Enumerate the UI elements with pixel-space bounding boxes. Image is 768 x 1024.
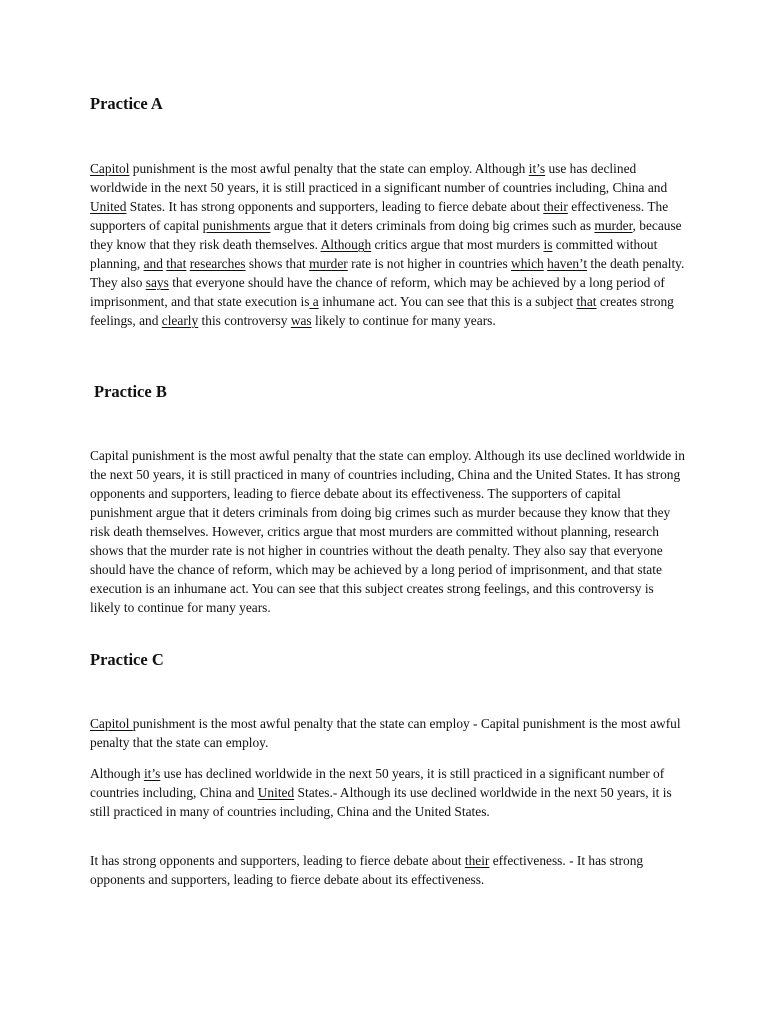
practice-c-paragraph-3 [90, 851, 686, 889]
paragraph-text: States. It has strong opponents and supporters, leading to fierce debate about [126, 199, 544, 214]
paragraph-text: argue that it deters criminals from doing big crimes such as [270, 218, 595, 233]
practice-c-heading: Practice C [90, 650, 164, 669]
underlined-error-text: clearly [161, 313, 199, 328]
paragraph-text: Although [90, 766, 144, 781]
underlined-error-text: United [90, 199, 127, 214]
underlined-error-text: a [309, 294, 319, 309]
practice-a-heading: Practice A [90, 94, 163, 113]
practice-b-paragraph: Capital punishment is the most awful penalty that the state can employ. Although its use declined worldwide in the next 50 years, it is still practiced in many of countries including, China and the United States. It has strong opponents and supporters, leading to fierce debate about its effectiveness. The supporters of capital punishment argue that it deters criminals from doing big crimes such as murder because they know that they risk death themselves. However, critics argue that most murders are committed without planning, research shows that the murder rate is not higher in countries without the death penalty. They also say that everyone should have the chance of reform, which may be achieved by a long period of imprisonment, and that state execution is an inhumane act. You can see that this subject creates strong feelings, and this controversy is likely to continue for many years. [90, 448, 685, 615]
underlined-error-text: punishments [202, 218, 271, 233]
paragraph-text: punishment is the most awful penalty that the state can employ. Although [129, 161, 529, 176]
underlined-error-text: murder [594, 218, 633, 233]
paragraph-text: likely to continue for many years. [311, 313, 496, 328]
paragraph-text: , because they know that they risk death themselves. [90, 218, 682, 252]
underlined-error-text: and [143, 256, 163, 271]
paragraph-text: the death penalty. They also [90, 256, 685, 290]
underlined-error-text: haven’t [547, 256, 588, 271]
paragraph-text: committed without planning, [90, 237, 658, 271]
underlined-error-text: Capitol [90, 161, 130, 176]
underlined-error-text: their [543, 199, 568, 214]
practice-a-paragraph [90, 159, 686, 330]
underlined-error-text: researches [189, 256, 246, 271]
paragraph-text: critics argue that most murders [371, 237, 544, 252]
paragraph-text: this controversy [198, 313, 291, 328]
paragraph-text: inhumane act. You can see that this is a subject [318, 294, 577, 309]
underlined-error-text: it’s [528, 161, 546, 176]
paragraph-text: It has strong opponents and supporters, leading to fierce debate about [90, 853, 465, 868]
underlined-error-text: United [257, 785, 295, 800]
paragraph-text: use has declined worldwide in the next 50 years, it is still practiced in a significant number of countries including, China and [90, 766, 665, 800]
paragraph-text: punishment is the most awful penalty that the state can employ - Capital punishment is the most awful penalty that the state can employ. [90, 716, 681, 750]
paragraph-text: States.- Although its use declined worldwide in the next 50 years, it is still practiced in many of countries including, China and the United States. [90, 785, 672, 819]
underlined-error-text: says [145, 275, 169, 290]
underlined-error-text: which [511, 256, 544, 271]
underlined-error-text: their [464, 853, 490, 868]
practice-b-heading: Practice B [94, 382, 167, 401]
practice-c-paragraph-2 [90, 764, 686, 821]
paragraph-text: use has declined worldwide in the next 50 years, it is still practiced in a significant number of countries including, China and [90, 161, 668, 195]
practice-c-paragraph-1 [90, 714, 686, 752]
underlined-error-text: that [166, 256, 187, 271]
underlined-error-text: it’s [143, 766, 161, 781]
paragraph-text: creates strong feelings, and [90, 294, 674, 328]
underlined-error-text: was [290, 313, 312, 328]
paragraph-text: rate is not higher in countries [347, 256, 512, 271]
underlined-error-text: is [543, 237, 553, 252]
paragraph-text: effectiveness. The supporters of capital [90, 199, 669, 233]
underlined-error-text: that [576, 294, 597, 309]
paragraph-text: shows that [245, 256, 310, 271]
paragraph-text: effectiveness. - It has strong opponents and supporters, leading to fierce debate about its effectiveness. [90, 853, 644, 887]
underlined-error-text: Although [320, 237, 372, 252]
underlined-error-text: Capitol [90, 716, 133, 731]
paragraph-text: that everyone should have the chance of reform, which may be achieved by a long period of imprisonment, and that state execution is [90, 275, 665, 309]
underlined-error-text: murder [309, 256, 348, 271]
